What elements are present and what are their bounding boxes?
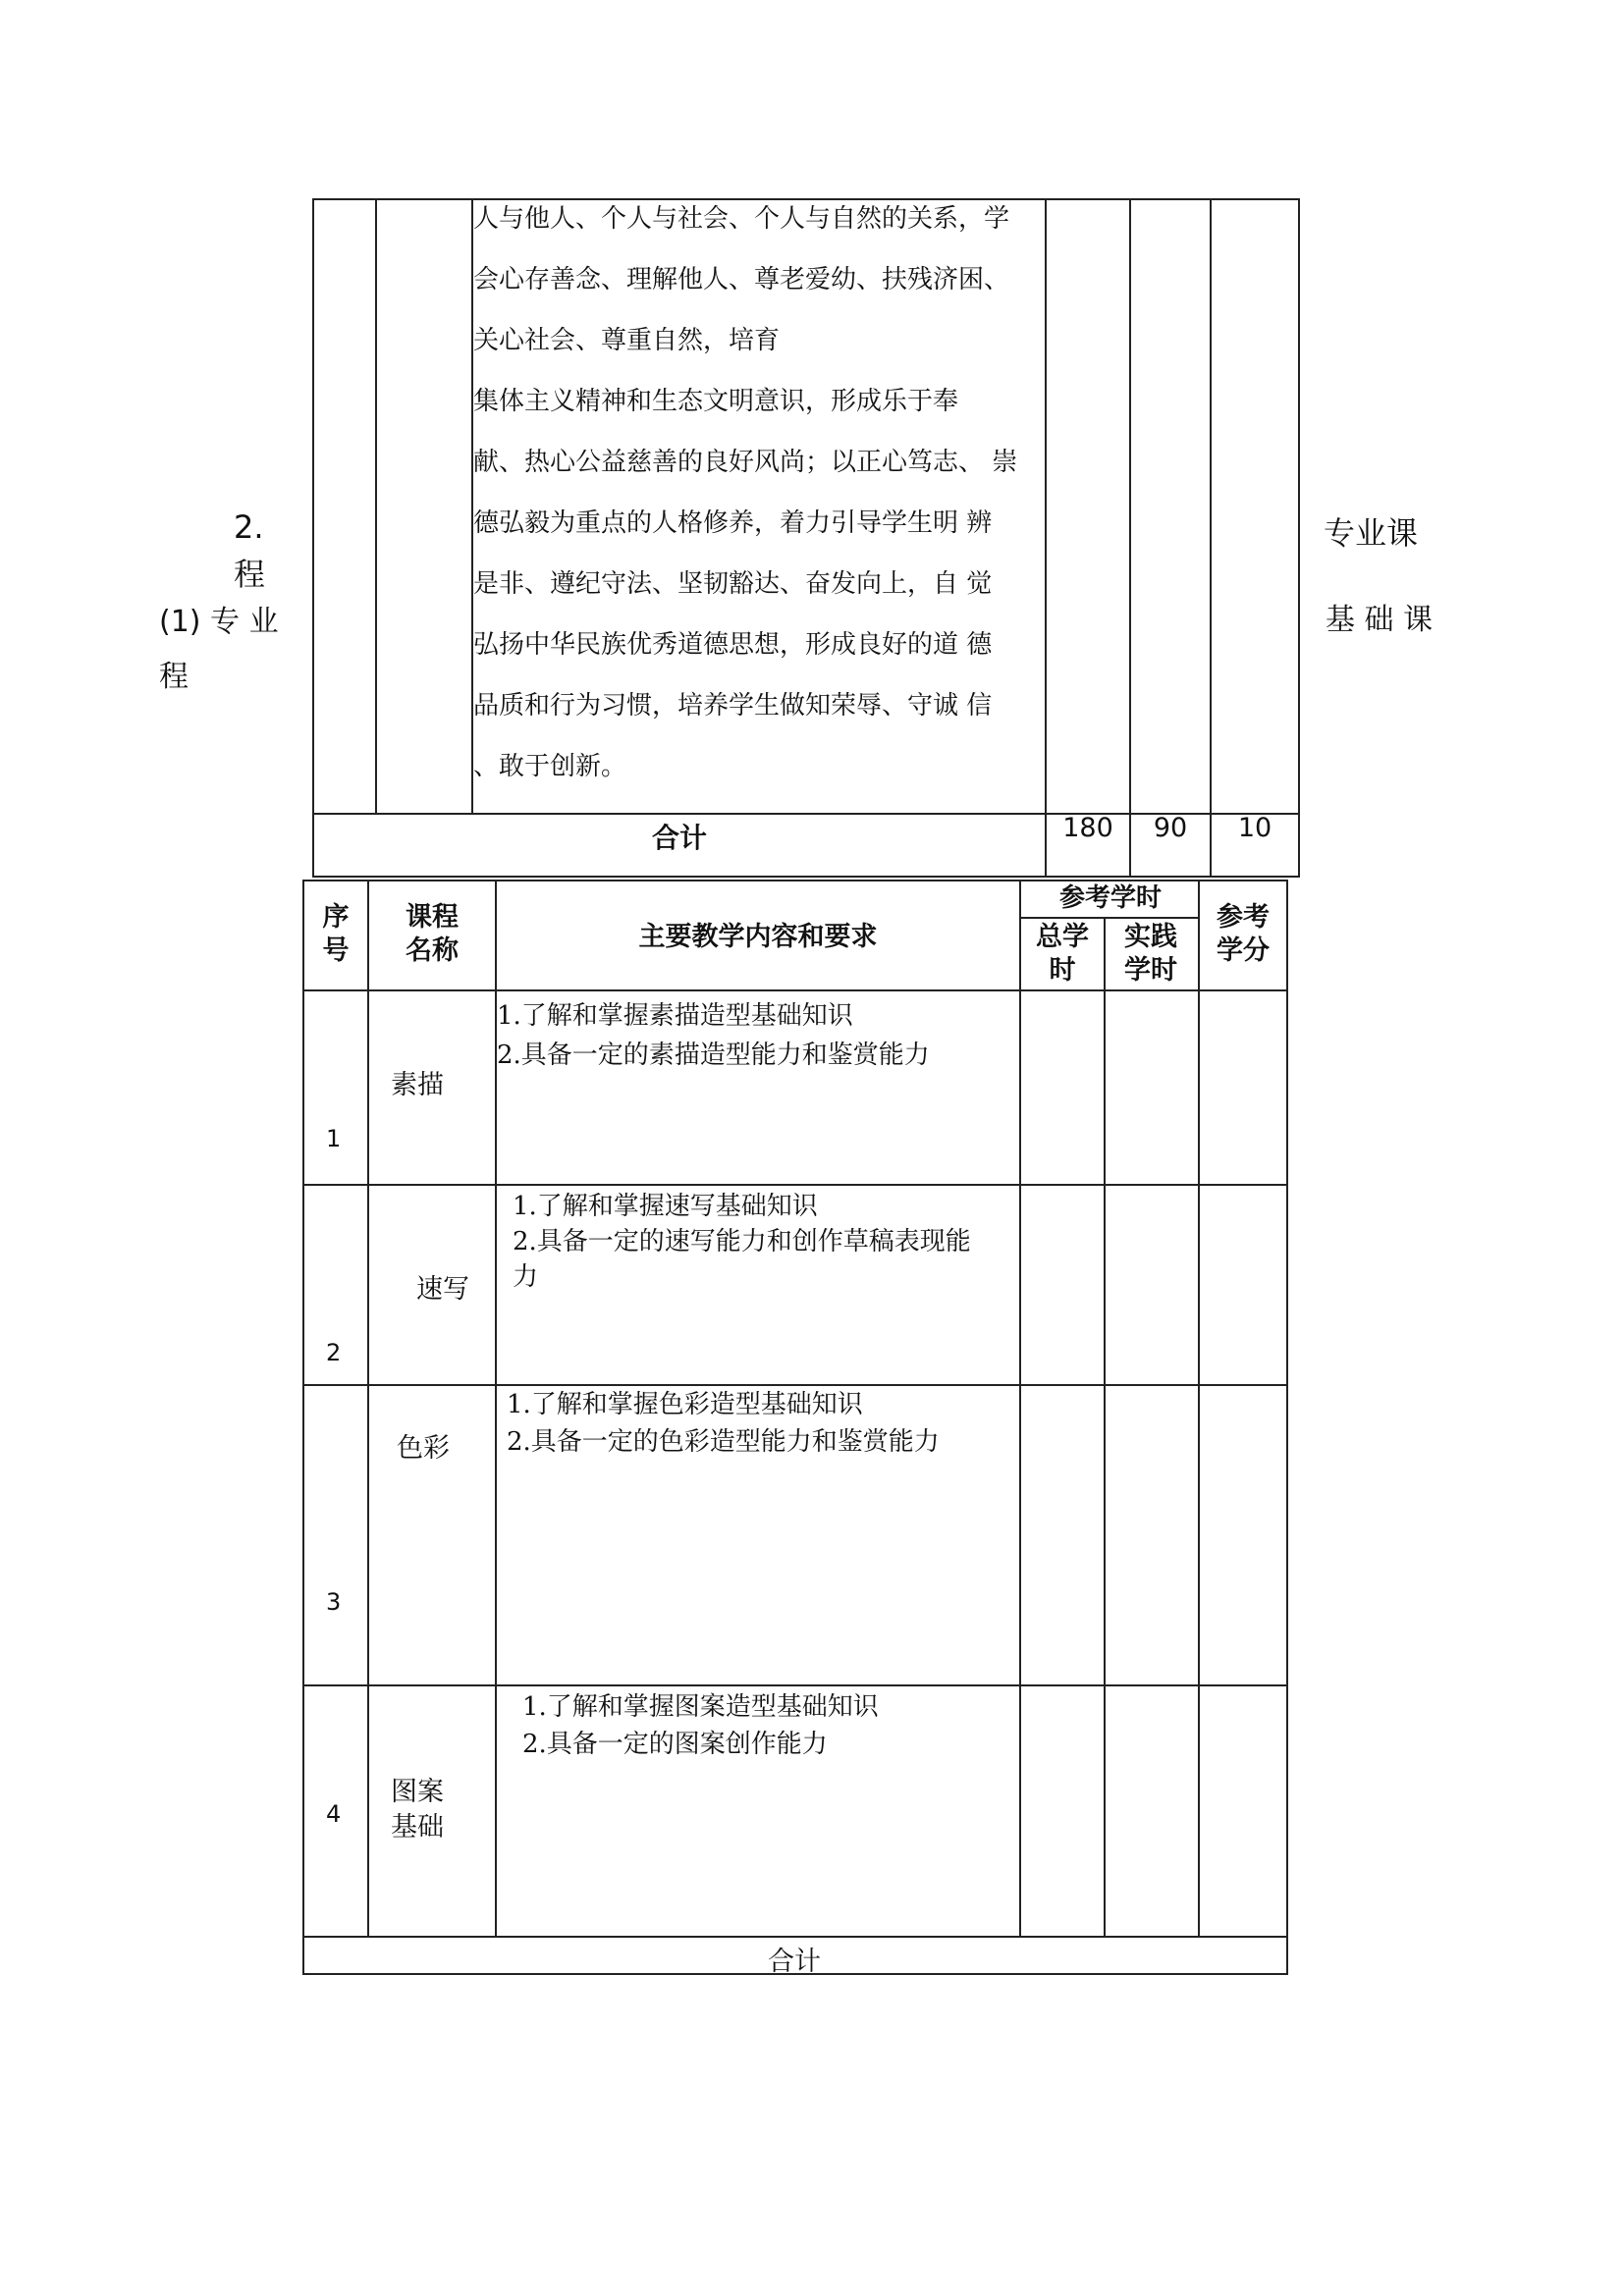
top-table-total-label: 合计 bbox=[652, 822, 708, 854]
top-table-total-hours: 180 bbox=[1062, 813, 1113, 843]
header-credits-text: 参考学分 bbox=[1217, 902, 1270, 966]
header-practice-hours-text: 实践学时 bbox=[1124, 922, 1177, 986]
row-course-name: 色彩 bbox=[397, 1433, 450, 1464]
row-requirement: 力 bbox=[513, 1262, 539, 1292]
row-requirement: 2.具备一定的色彩造型能力和鉴赏能力 bbox=[507, 1427, 940, 1457]
row-requirement: 1.了解和掌握速写基础知识 bbox=[513, 1192, 818, 1221]
content-line: 德弘毅为重点的人格修养，着力引导学生明 辨 bbox=[473, 508, 993, 538]
top-table-practice-hours: 90 bbox=[1153, 813, 1188, 843]
side-label-course: 程 bbox=[234, 556, 266, 593]
side-label-section-number: 2. bbox=[234, 508, 264, 546]
row-course-name: 速写 bbox=[416, 1274, 469, 1305]
side-label-basic-course: 基 础 课 bbox=[1326, 603, 1434, 637]
row-requirement: 1.了解和掌握素描造型基础知识 bbox=[497, 1001, 853, 1031]
row-seq: 2 bbox=[326, 1339, 342, 1366]
header-content: 主要教学内容和要求 bbox=[638, 922, 878, 952]
row-requirement: 1.了解和掌握色彩造型基础知识 bbox=[507, 1390, 863, 1419]
header-ref-hours: 参考学时 bbox=[1058, 883, 1162, 913]
top-table-credits: 10 bbox=[1237, 813, 1272, 843]
content-line: 品质和行为习惯，培养学生做知荣辱、守诚 信 bbox=[473, 691, 993, 721]
row-requirement: 1.了解和掌握图案造型基础知识 bbox=[522, 1692, 879, 1722]
row-requirement: 2.具备一定的素描造型能力和鉴赏能力 bbox=[497, 1041, 930, 1070]
content-line: 、敢于创新。 bbox=[473, 752, 627, 781]
content-line: 献、热心公益慈善的良好风尚；以正心笃志、 崇 bbox=[473, 448, 1018, 477]
content-line: 弘扬中华民族优秀道德思想，形成良好的道 德 bbox=[473, 630, 993, 660]
header-seq-text: 序号 bbox=[322, 902, 350, 966]
side-label-professional: (1) 专 业 bbox=[159, 605, 279, 639]
row-requirement: 2.具备一定的速写能力和创作草稿表现能 bbox=[513, 1227, 971, 1256]
header-name bbox=[401, 901, 463, 968]
row-requirement: 2.具备一定的图案创作能力 bbox=[522, 1730, 828, 1759]
row-seq: 4 bbox=[326, 1800, 342, 1828]
side-label-course-2: 程 bbox=[159, 660, 189, 694]
row-seq: 3 bbox=[326, 1588, 342, 1616]
content-line: 会心存善念、理解他人、尊老爱幼、扶残济困、 bbox=[473, 265, 1010, 294]
content-line: 关心社会、尊重自然，培育 bbox=[473, 326, 781, 355]
header-credits bbox=[1214, 901, 1272, 968]
header-practice-hours bbox=[1121, 921, 1180, 988]
side-label-professional-course: 专业课 bbox=[1324, 514, 1419, 552]
course-table-total-label: 合计 bbox=[768, 1947, 821, 1977]
content-line: 人与他人、个人与社会、个人与自然的关系，学 bbox=[473, 204, 1010, 234]
content-line: 集体主义精神和生态文明意识，形成乐于奉 bbox=[473, 387, 959, 416]
row-seq: 1 bbox=[326, 1125, 342, 1152]
header-name-text: 课程名称 bbox=[406, 902, 459, 966]
row-course-name: 素描 bbox=[391, 1070, 444, 1100]
row-course-name: 图案基础 bbox=[391, 1777, 444, 1842]
header-seq bbox=[316, 901, 355, 968]
content-line: 是非、遵纪守法、坚韧豁达、奋发向上，自 觉 bbox=[473, 569, 993, 599]
header-total-hours-text: 总学时 bbox=[1036, 922, 1089, 986]
header-total-hours bbox=[1035, 921, 1090, 988]
